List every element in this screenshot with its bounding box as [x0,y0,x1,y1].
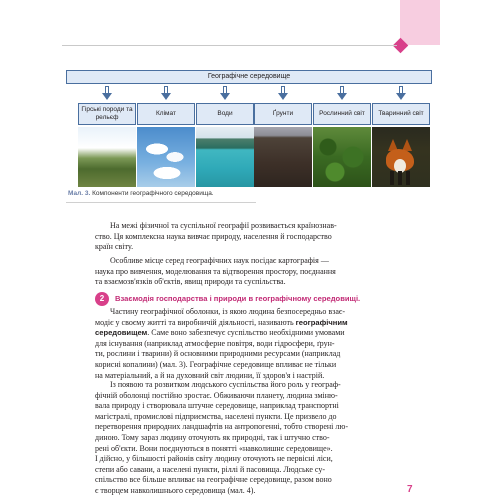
figure-caption [68,190,214,197]
forest-plants-photo [313,127,371,187]
text-line: країн світу. [95,242,134,252]
component-label-waters: Води [196,103,254,125]
text-line: модіє у своєму житті та виробничій діяльності, називають географічним [95,317,348,327]
text-line: Частину географічної оболонки, із якою людина безпосередньо взає- [110,307,346,316]
caption-prefix: Мал. 3. [68,190,91,197]
paragraph-geographic-environment [95,307,348,381]
text-line: вала природу і створювала штучне середовище, наприклад транспортні [95,401,339,411]
diagram-header: Географічне середовище [66,70,432,84]
page-number: 7 [407,484,413,495]
down-arrow-icon [161,86,171,101]
component-label-rocks-relief: Гірські породи та рельєф [78,103,136,125]
down-arrow-icon [102,86,112,101]
down-arrow-icon [396,86,406,101]
soil-field-photo [254,127,312,187]
text-line: для існування (наприклад атмосферне повітря, води гідросфери, ґрун- [95,338,335,348]
component-label-soils: Ґрунти [254,103,312,125]
paragraph-regional-studies [95,221,337,253]
down-arrow-icon [337,86,347,101]
caption-text: Компоненти географічного середовища. [92,190,214,197]
section-heading: Взаємодія господарства і природи в географічному середовищі. [115,294,361,303]
term-bold: географічним [295,317,348,327]
term-bold: середовищем [95,328,148,338]
text-line: Особливе місце серед географічних наук посідає картографія — [110,256,329,265]
sky-clouds-photo [137,127,195,187]
text-line: І дійсно, у більшості районів світу людину оточують не первісні ліси, [95,454,333,464]
caption-divider [66,202,256,203]
text-line: Із появою та розвитком людського суспільства його роль у географ- [110,380,341,389]
paragraph-cartography [95,256,336,288]
text-line: рені об'єкти. Вони поєднуються в понятті «навколишнє середовище». [95,443,333,453]
text-line: на матеріальний, а й на духовний світ людини, її здоров'я і настрій. [95,370,325,380]
text-line: ти, рослини і тварини) й основними природними ресурсами (наприклад [95,349,341,359]
fox-photo [372,127,430,187]
page-corner-tab [400,0,440,45]
text-line: та взаємозв'язків об'єктів, явищ природи та суспільства. [95,277,286,287]
component-label-climate: Клімат [137,103,195,125]
component-label-animals: Тваринний світ [372,103,430,125]
text-line: магістралі, промислові підприємства, населені пункти. Це призвело до [95,411,337,421]
text-line: диною. Тому зараз людину оточують як природні, так і штучно ство- [95,432,330,442]
component-label-plants: Рослинний світ [313,103,371,125]
text-line: є творцем навколишнього середовища (мал. 4). [95,485,256,495]
paragraph-human-impact [95,380,348,497]
text-line: середовищем. Саме воно забезпечує суспільство необхідними умовами [95,328,345,338]
text-line: степи або савани, а населені пункти, ріллі й пасовища. Людське су- [95,464,325,474]
text-line: корисні копалини) (мал. 3). Географічне середовище впливає не тільки [95,359,337,369]
text-line: На межі фізичної та суспільної географії розвивається країнознав- [110,221,337,230]
text-line: перетворення природних ландшафтів на антропогенні, тобто створені лю- [95,422,349,432]
text-line: ство. Ця комплексна наука вивчає природу, населення й господарство [95,231,332,241]
text-line: фічній оболонці постійно зростає. Обживаючи планету, людина зміню- [95,390,338,400]
down-arrow-icon [220,86,230,101]
text-line: наука про вивчення, моделювання та відтворення простору, поєднання [95,266,336,276]
text-line: спільство все більше впливає на географічне середовище, разом воно [95,475,332,485]
mountains-photo [78,127,136,187]
top-divider [62,45,397,46]
section-number-badge: 2 [95,292,109,306]
down-arrow-icon [278,86,288,101]
lake-photo [196,127,254,187]
